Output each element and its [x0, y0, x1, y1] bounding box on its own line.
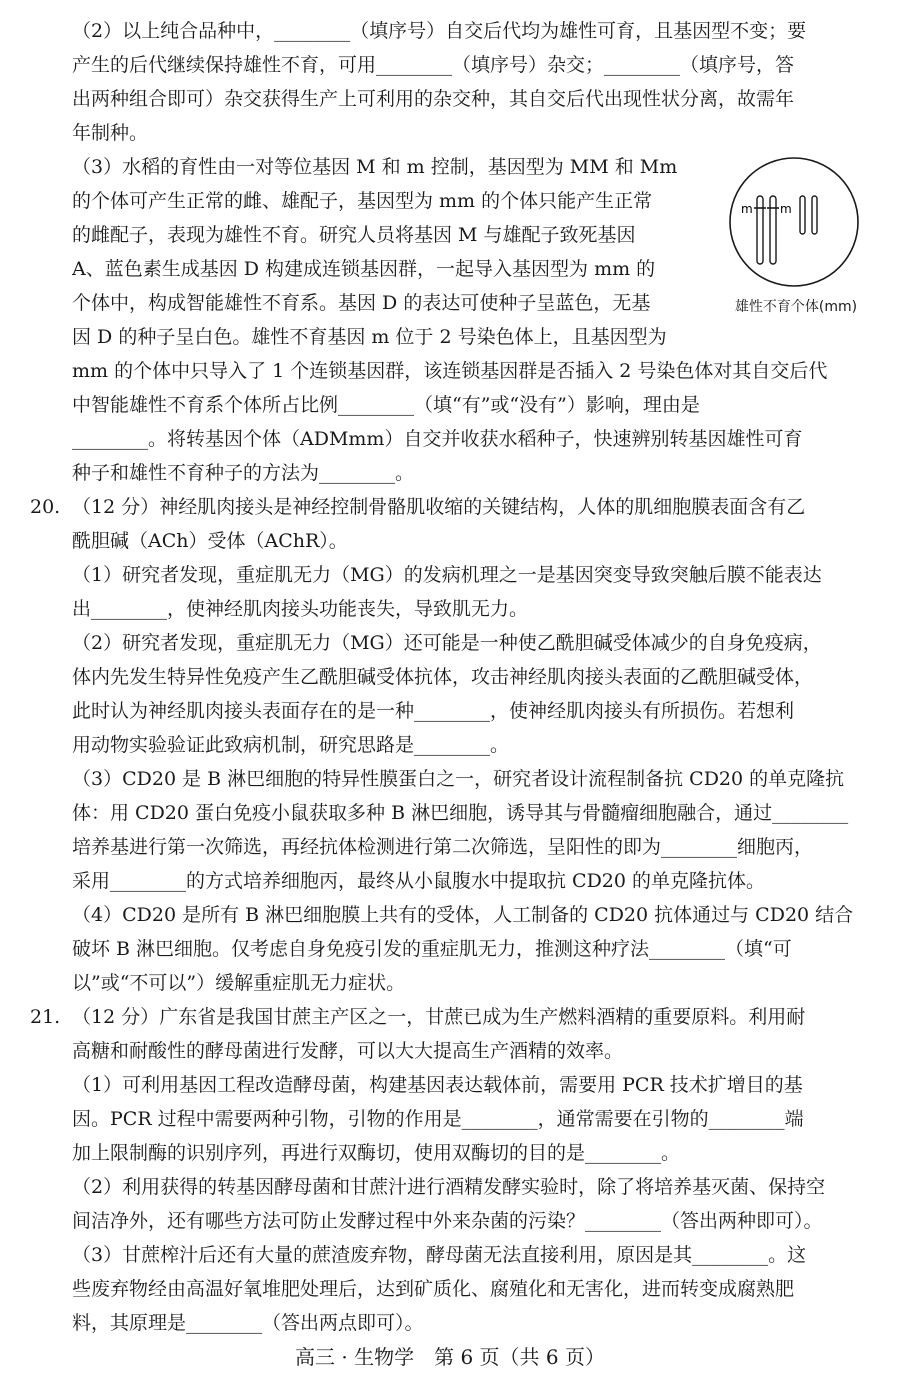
text-line: 出________，使神经肌肉接头功能丧失，导致肌无力。: [72, 598, 529, 620]
chromosome-long-left: [757, 196, 763, 264]
text-line: 采用________的方式培养细胞丙，最终从小鼠腹水中提取抗 CD20 的单克隆抗体。: [72, 870, 766, 892]
figure-caption: 雄性不育个体(mm): [734, 299, 858, 315]
text-line: 用动物实验验证此致病机制，研究思路是________。: [72, 734, 510, 756]
text-line: 高糖和耐酸性的酵母菌进行发酵，可以大大提高生产酒精的效率。: [72, 1040, 624, 1062]
text-line: 种子和雄性不育种子的方法为________。: [72, 462, 415, 484]
cell-outline: [730, 158, 858, 286]
text-line: 间洁净外，还有哪些方法可防止发酵过程中外来杂菌的污染？________（答出两种即可）。: [72, 1210, 823, 1232]
text-line: （4）CD20 是所有 B 淋巴细胞膜上共有的受体，人工制备的 CD20 抗体通过与 CD20 结合: [72, 904, 854, 926]
chromosome-short-right: [812, 196, 817, 234]
chromosome-short-left: [800, 196, 805, 234]
text-line: （12 分）神经肌肉接头是神经控制骨骼肌收缩的关键结构，人体的肌细胞膜表面含有乙: [72, 496, 806, 518]
chromosome-long-right: [770, 196, 776, 264]
text-line: （2）研究者发现，重症肌无力（MG）还可能是一种使乙酰胆碱受体减少的自身免疫病，: [72, 632, 822, 654]
text-line: 因 D 的种子呈白色。雄性不育基因 m 位于 2 号染色体上，且基因型为: [72, 326, 667, 348]
text-line: （2）利用获得的转基因酵母菌和甘蔗汁进行酒精发酵实验时，除了将培养基灭菌、保持空: [72, 1176, 826, 1198]
text-line: 产生的后代继续保持雄性不育，可用________（填序号）杂交；________（填序号，答: [72, 54, 795, 76]
text-line: 加上限制酶的识别序列，再进行双酶切，使用双酶切的目的是________。: [72, 1142, 681, 1164]
text-line: 个体中，构成智能雄性不育系。基因 D 的表达可使种子呈蓝色，无基: [72, 292, 651, 314]
text-line: 此时认为神经肌肉接头表面存在的是一种________，使神经肌肉接头有所损伤。若想利: [72, 700, 795, 722]
text-line: 出两种组合即可）杂交获得生产上可利用的杂交种，其自交后代出现性状分离，故需年: [72, 88, 795, 110]
page-footer: 高三 · 生物学 第 6 页（共 6 页）: [295, 1345, 605, 1369]
text-line: （1）可利用基因工程改造酵母菌，构建基因表达载体前，需要用 PCR 技术扩增目的基: [72, 1074, 803, 1096]
text-line: 体内先发生特异性免疫产生乙酰胆碱受体抗体，攻击神经肌肉接头表面的乙酰胆碱受体，: [72, 666, 814, 688]
text-line: 年制种。: [72, 122, 149, 144]
text-line: （2）以上纯合品种中，________（填序号）自交后代均为雄性可育，且基因型不变；要: [72, 20, 807, 42]
text-line: （3）水稻的育性由一对等位基因 M 和 m 控制，基因型为 MM 和 Mm: [72, 156, 678, 178]
text-line: A、蓝色素生成基因 D 构建成连锁基因群，一起导入基因型为 mm 的: [72, 258, 656, 280]
text-line: （3）CD20 是 B 淋巴细胞的特异性膜蛋白之一，研究者设计流程制备抗 CD20 的单克隆抗: [72, 768, 845, 790]
text-line: 料，其原理是________（答出两点即可）。: [72, 1312, 424, 1334]
text-line: mm 的个体中只导入了 1 个连锁基因群，该连锁基因群是否插入 2 号染色体对其自交后代: [72, 360, 828, 382]
text-line: 体：用 CD20 蛋白免疫小鼠获取多种 B 淋巴细胞，诱导其与骨髓瘤细胞融合，通过________: [72, 802, 849, 824]
text-line: 破坏 B 淋巴细胞。仅考虑自身免疫引发的重症肌无力，推测这种疗法________（填“可: [72, 938, 792, 960]
text-line: 中智能雄性不育系个体所占比例________（填“有”或“没有”）影响，理由是: [72, 394, 700, 416]
question-number: 21.: [30, 1006, 61, 1028]
text-line: ________。将转基因个体（ADMmm）自交并收获水稻种子，快速辨别转基因雄性可育: [72, 428, 803, 450]
text-line: 以”或“不可以”）缓解重症肌无力症状。: [72, 972, 406, 994]
text-line: 培养基进行第一次筛选，再经抗体检测进行第二次筛选，呈阳性的即为________细胞丙，: [72, 836, 814, 858]
gene-label-m-right: m: [780, 202, 792, 216]
gene-label-m-left: m: [741, 202, 753, 216]
text-line: 酰胆碱（ACh）受体（AChR）。: [72, 530, 348, 552]
text-line: （1）研究者发现，重症肌无力（MG）的发病机理之一是基因突变导致突触后膜不能表达: [72, 564, 822, 586]
text-line: 的个体可产生正常的雌、雄配子，基因型为 mm 的个体只能产生正常: [72, 190, 653, 212]
text-line: 的雌配子，表现为雄性不育。研究人员将基因 M 与雄配子致死基因: [72, 224, 636, 246]
text-line: 些废弃物经由高温好氧堆肥处理后，达到矿质化、腐殖化和无害化，进而转变成腐熟肥: [72, 1278, 795, 1300]
text-line: 因。PCR 过程中需要两种引物，引物的作用是________，通常需要在引物的________端: [72, 1108, 804, 1130]
question-number: 20.: [30, 496, 61, 518]
text-line: （3）甘蔗榨汁后还有大量的蔗渣废弃物，酵母菌无法直接利用，原因是其________。这: [72, 1244, 807, 1266]
text-line: （12 分）广东省是我国甘蔗主产区之一，甘蔗已成为生产燃料酒精的重要原料。利用耐: [72, 1006, 806, 1028]
